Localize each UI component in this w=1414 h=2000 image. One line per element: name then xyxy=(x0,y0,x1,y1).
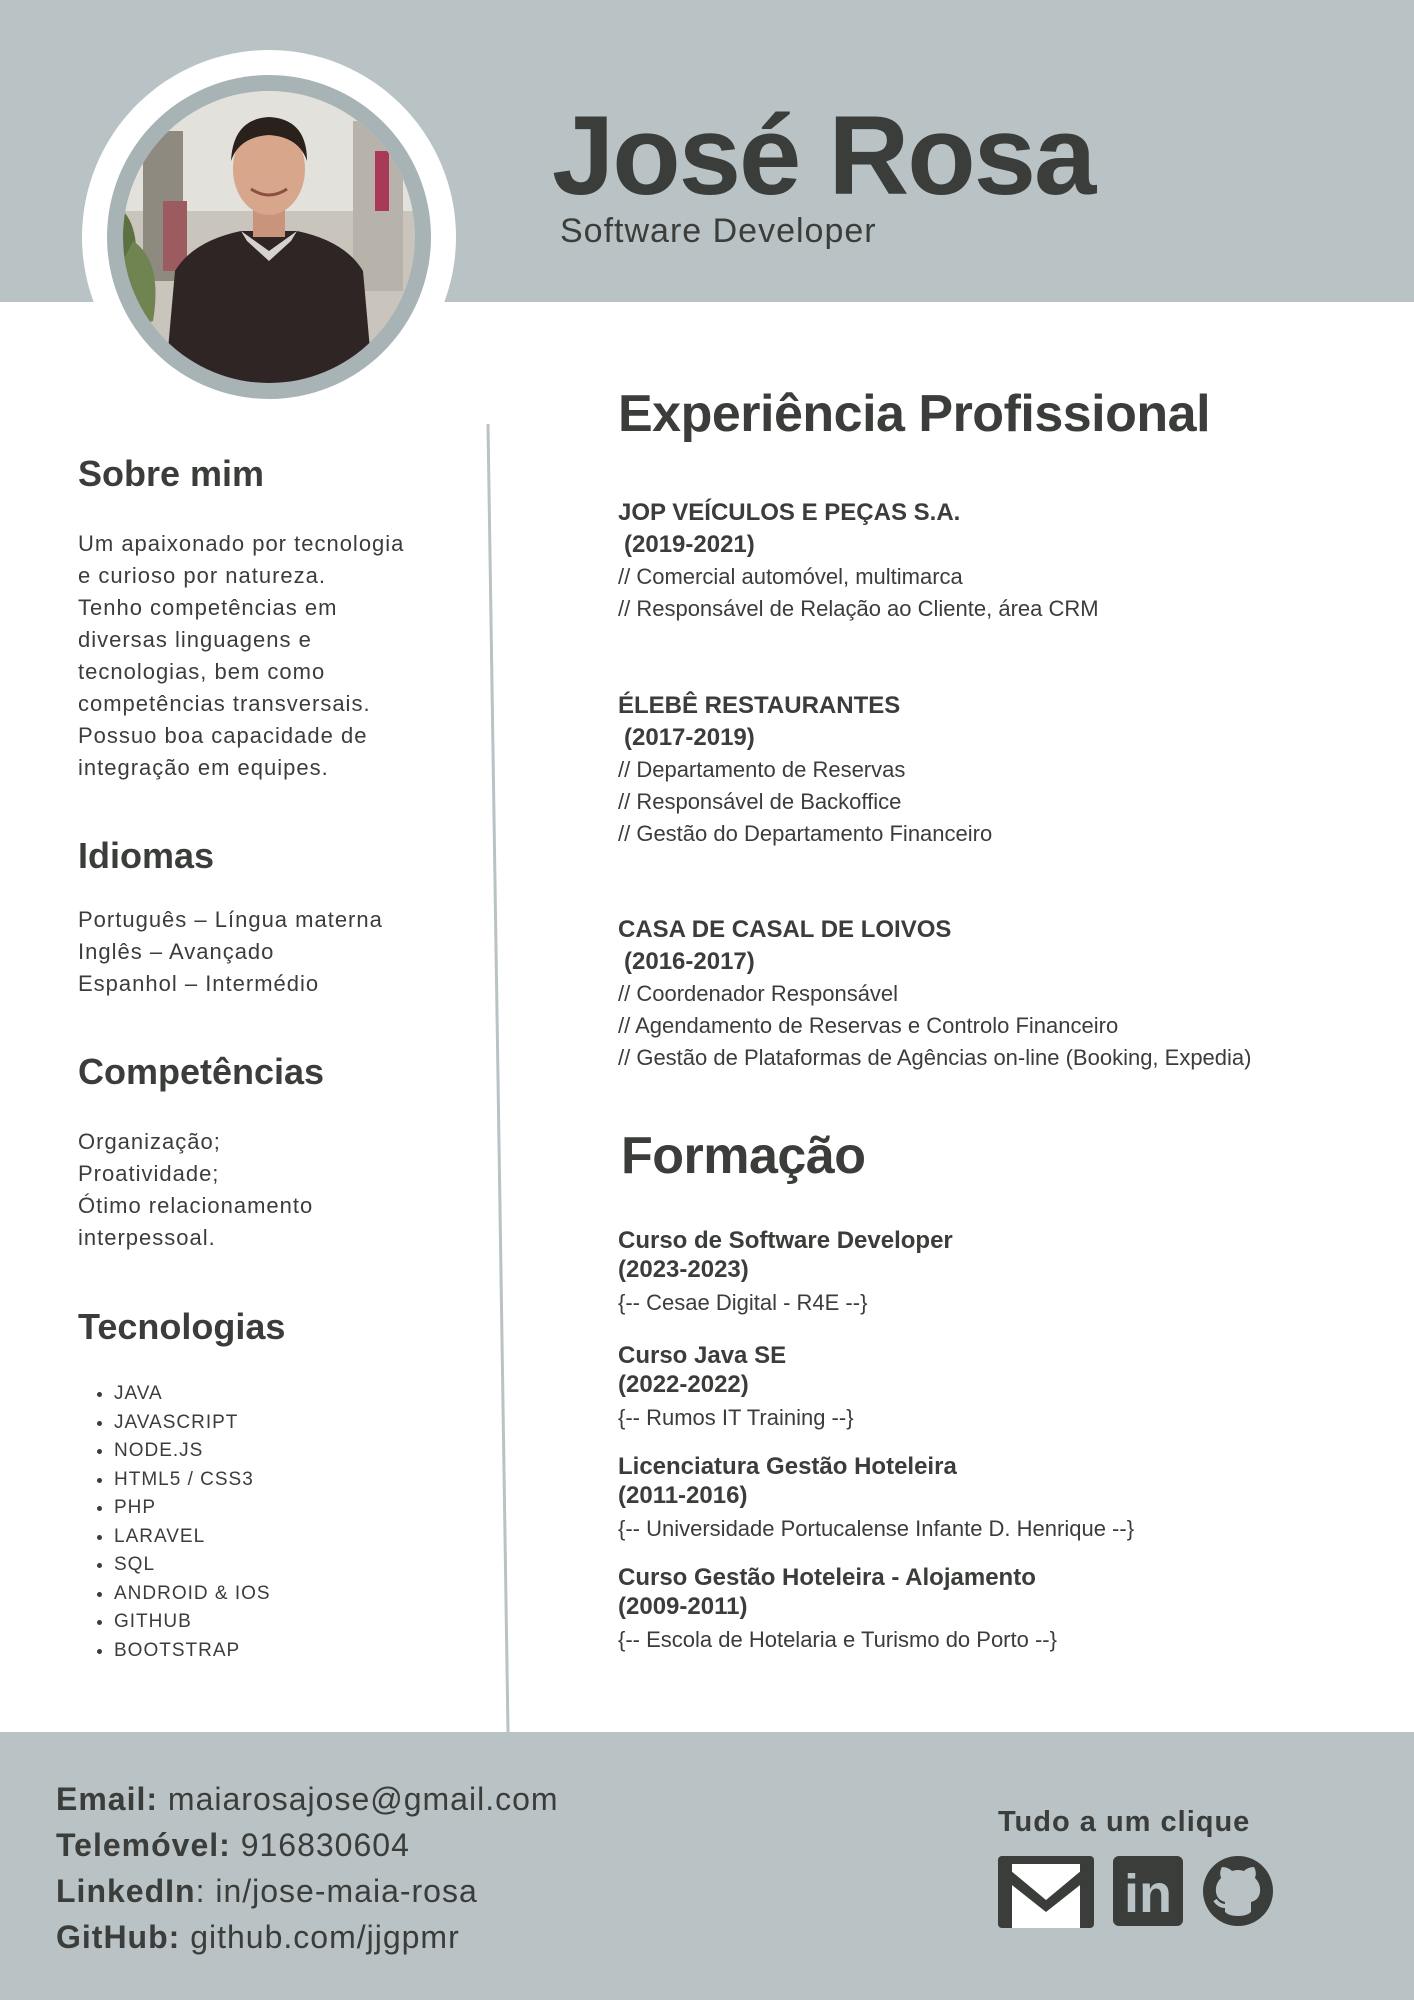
education-heading: Formação xyxy=(621,1127,866,1185)
technologies-list xyxy=(78,1380,271,1665)
list-item: • JAVASCRIPT xyxy=(114,1409,271,1438)
list-item: • NODE.JS xyxy=(114,1437,271,1466)
course-name: Curso de Software Developer xyxy=(618,1227,953,1254)
education-entry xyxy=(618,1341,1338,1435)
course-years: (2011-2016) xyxy=(618,1482,748,1509)
skills-list: Organização; Proatividade; Ótimo relacionamento interpessoal. xyxy=(78,1129,314,1250)
education-entry xyxy=(618,1563,1338,1657)
job-years: (2017-2019) xyxy=(624,724,755,751)
languages-list: Português – Língua materna Inglês – Avançado Espanhol – Intermédio xyxy=(78,907,383,996)
job-years: (2016-2017) xyxy=(624,948,755,975)
list-item: • PHP xyxy=(114,1494,271,1523)
school-name: {-- Universidade Portucalense Infante D. Henrique --} xyxy=(618,1516,1135,1541)
languages-heading: Idiomas xyxy=(78,835,215,876)
svg-text:in: in xyxy=(1124,1864,1172,1924)
experience-heading: Experiência Profissional xyxy=(618,385,1211,443)
skills-heading: Competências xyxy=(78,1051,325,1092)
contact-email: Email: maiarosajose@gmail.com xyxy=(56,1781,559,1817)
course-years: (2009-2011) xyxy=(618,1593,748,1620)
course-name: Curso Java SE xyxy=(618,1342,787,1369)
job-entry: CASA DE CASAL DE LOIVOS (2016-2017) // Coordenador Responsável // Agendamento de Reservas e Controlo Financeiro // Gestão de Plataformas de Agências on-line (Booking, Expedia) xyxy=(618,914,1338,1074)
course-name: Curso Gestão Hoteleira - Alojamento xyxy=(618,1564,1036,1591)
school-name: {-- Escola de Hotelaria e Turismo do Porto --} xyxy=(618,1627,1057,1652)
email-link[interactable]: maiarosajose@gmail.com xyxy=(167,1781,559,1817)
linkedin-icon[interactable] xyxy=(1113,1856,1183,1926)
list-item: • BOOTSTRAP xyxy=(114,1637,271,1666)
linkedin-link[interactable]: : in/jose-maia-rosa xyxy=(195,1873,478,1909)
list-item: • GITHUB xyxy=(114,1608,271,1637)
school-name: {-- Rumos IT Training --} xyxy=(618,1405,854,1430)
list-item: • LARAVEL xyxy=(114,1523,271,1552)
job-title: Software Developer xyxy=(560,212,877,250)
gmail-icon[interactable] xyxy=(998,1856,1094,1928)
list-item: • SQL xyxy=(114,1551,271,1580)
course-years: (2023-2023) xyxy=(618,1256,749,1283)
contact-github: GitHub: github.com/jjgpmr xyxy=(56,1919,460,1955)
contact-block xyxy=(56,1776,559,1960)
education-entry xyxy=(618,1226,1338,1320)
phone-link[interactable]: 916830604 xyxy=(240,1827,410,1863)
course-years: (2022-2022) xyxy=(618,1371,749,1398)
company-name: CASA DE CASAL DE LOIVOS xyxy=(618,916,952,943)
about-text: Um apaixonado por tecnologia e curioso por natureza. Tenho competências em diversas linguagens e tecnologias, bem como competências transversais. Possuo boa capacidade de integração em equipes. xyxy=(78,531,405,780)
about-heading: Sobre mim xyxy=(78,453,265,494)
github-link[interactable]: github.com/jjgpmr xyxy=(190,1919,460,1955)
list-item: • ANDROID & IOS xyxy=(114,1580,271,1609)
course-name: Licenciatura Gestão Hoteleira xyxy=(618,1453,957,1480)
list-item: • JAVA xyxy=(114,1380,271,1409)
job-years: (2019-2021) xyxy=(624,531,755,558)
list-item: • HTML5 / CSS3 xyxy=(114,1466,271,1495)
school-name: {-- Cesae Digital - R4E --} xyxy=(618,1290,868,1315)
job-entry: ÉLEBÊ RESTAURANTES (2017-2019) // Departamento de Reservas // Responsável de Backoffice // Gestão do Departamento Financeiro xyxy=(618,690,1338,850)
company-name: JOP VEÍCULOS E PEÇAS S.A. xyxy=(618,499,961,526)
contact-phone: Telemóvel: 916830604 xyxy=(56,1827,410,1863)
contact-linkedin: LinkedIn: in/jose-maia-rosa xyxy=(56,1873,478,1909)
person-name: José Rosa xyxy=(552,93,1095,218)
technologies-heading: Tecnologias xyxy=(78,1306,286,1347)
social-title: Tudo a um clique xyxy=(998,1806,1251,1838)
github-icon[interactable] xyxy=(1203,1856,1273,1926)
education-entry xyxy=(618,1452,1338,1546)
company-name: ÉLEBÊ RESTAURANTES xyxy=(618,692,901,719)
job-entry: JOP VEÍCULOS E PEÇAS S.A. (2019-2021) // Comercial automóvel, multimarca // Responsável de Relação ao Cliente, área CRM xyxy=(618,497,1338,625)
